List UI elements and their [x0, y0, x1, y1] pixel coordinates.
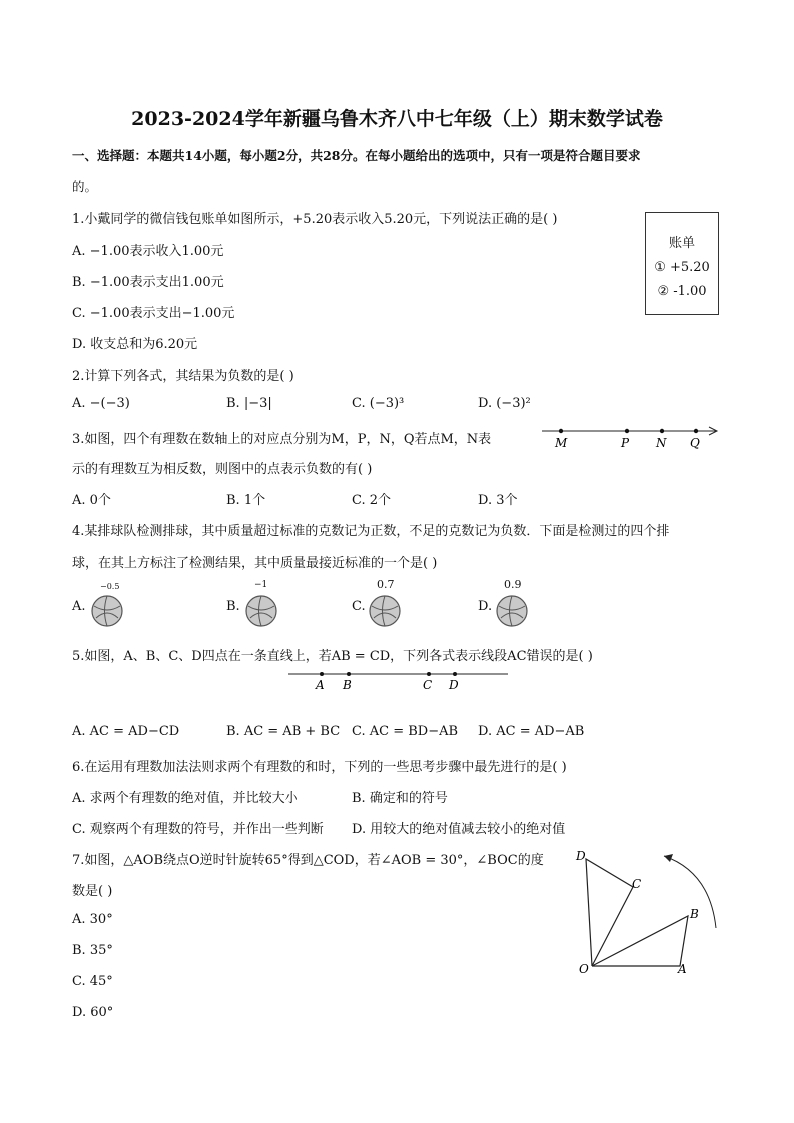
line-segment-figure [286, 668, 510, 694]
q2-option-d: D. (−3)² [478, 396, 531, 411]
point-q [694, 429, 698, 433]
label-b: B [343, 678, 352, 692]
q6-option-d: D. 用较大的绝对值减去较小的绝对值 [352, 822, 566, 837]
q2-option-b: B. |−3| [226, 396, 272, 411]
volleyball-icon [244, 594, 278, 628]
label-a: A [316, 678, 325, 692]
label-m: M [555, 436, 568, 450]
q2-option-a: A. −(−3) [72, 396, 130, 411]
q7-option-b: B. 35° [72, 943, 113, 958]
point-c [427, 672, 431, 676]
q2-option-c: C. (−3)³ [352, 396, 405, 411]
q1-option-d: D. 收支总和为6.20元 [72, 337, 198, 352]
point-p [625, 429, 629, 433]
point-b [347, 672, 351, 676]
section-heading: 一、选择题：本题共14小题，每小题2分，共28分。在每小题给出的选项中，只有一项是符合题目要求 [72, 148, 641, 163]
q6-stem: 6.在运用有理数加法法则求两个有理数的和时，下列的一些思考步骤中最先进行的是( ) [72, 760, 567, 775]
point-d [453, 672, 457, 676]
q3-stem-line2: 示的有理数互为相反数，则图中的点表示负数的有( ) [72, 462, 373, 477]
label-n: N [656, 436, 667, 450]
label-b: B [690, 907, 699, 921]
q5-option-b: B. AC = AB + BC [226, 724, 341, 739]
q1-stem: 1.小戴同学的微信钱包账单如图所示，+5.20表示收入5.20元，下列说法正确的是( ) [72, 212, 558, 227]
label-c: C [632, 877, 642, 891]
q3-option-a: A. 0个 [72, 493, 111, 508]
q5-option-a: A. AC = AD−CD [72, 724, 180, 739]
q1-option-b: B. −1.00表示支出1.00元 [72, 275, 224, 290]
rotation-arrow-icon [664, 854, 673, 862]
point-n [660, 429, 664, 433]
q4-mark-d: 0.9 [504, 578, 522, 591]
number-line-figure [540, 420, 722, 452]
triangle-aob [592, 916, 688, 966]
point-a [320, 672, 324, 676]
point-m [559, 429, 563, 433]
triangle-cod [586, 859, 633, 966]
q3-option-d: D. 3个 [478, 493, 518, 508]
q5-option-d: D. AC = AD−AB [478, 724, 585, 739]
volleyball-icon [368, 594, 402, 628]
q4-option-c: C. [352, 599, 366, 614]
q4-mark-b: −1 [254, 580, 268, 590]
volleyball-icon [495, 594, 529, 628]
bill-box [645, 212, 719, 315]
q7-option-c: C. 45° [72, 974, 113, 989]
label-c: C [423, 678, 433, 692]
q5-option-c: C. AC = BD−AB [352, 724, 459, 739]
q3-stem-line1: 3.如图，四个有理数在数轴上的对应点分别为M，P，N，Q若点M，N表 [72, 432, 492, 447]
q7-stem-line2: 数是( ) [72, 884, 113, 899]
q4-stem-line2: 球，在其上方标注了检测结果，其中质量最接近标准的一个是( ) [72, 556, 438, 571]
q4-option-d: D. [478, 599, 493, 614]
bill-line-2: ② -1.00 [657, 284, 707, 299]
page-title: 2023-2024学年新疆乌鲁木齐八中七年级（上）期末数学试卷 [131, 108, 663, 130]
q1-option-a: A. −1.00表示收入1.00元 [72, 244, 224, 259]
label-p: P [621, 436, 630, 450]
label-q: Q [690, 436, 700, 450]
q1-option-c: C. −1.00表示支出−1.00元 [72, 306, 235, 321]
bill-line-1: ① +5.20 [654, 260, 710, 275]
rotation-figure [570, 842, 730, 982]
label-a: A [678, 962, 687, 976]
volleyball-icon [90, 594, 124, 628]
q2-stem: 2.计算下列各式，其结果为负数的是( ) [72, 369, 294, 384]
q7-option-a: A. 30° [72, 912, 113, 927]
q6-option-c: C. 观察两个有理数的符号，并作出一些判断 [72, 822, 324, 837]
label-d: D [576, 849, 586, 863]
q7-option-d: D. 60° [72, 1005, 114, 1020]
q4-option-b: B. [226, 599, 240, 614]
bill-title: 账单 [668, 236, 695, 251]
label-d: D [449, 678, 459, 692]
q6-option-b: B. 确定和的符号 [352, 791, 448, 806]
q7-stem-line1: 7.如图，△AOB绕点O逆时针旋转65°得到△COD，若∠AOB = 30°，∠BOC的度 [72, 853, 544, 868]
q3-option-c: C. 2个 [352, 493, 392, 508]
q4-option-a: A. [72, 599, 86, 614]
q6-option-a: A. 求两个有理数的绝对值，并比较大小 [72, 791, 298, 806]
q4-mark-c: 0.7 [377, 578, 395, 591]
q4-mark-a: −0.5 [100, 582, 120, 591]
q4-stem-line1: 4.某排球队检测排球，其中质量超过标准的克数记为正数，不足的克数记为负数．下面是检测过的四个排 [72, 524, 670, 539]
q3-option-b: B. 1个 [226, 493, 266, 508]
section-heading-cont: 的。 [72, 179, 98, 194]
label-o: O [579, 962, 589, 976]
q5-stem: 5.如图，A、B、C、D四点在一条直线上，若AB = CD，下列各式表示线段AC错误的是( ) [72, 649, 593, 664]
